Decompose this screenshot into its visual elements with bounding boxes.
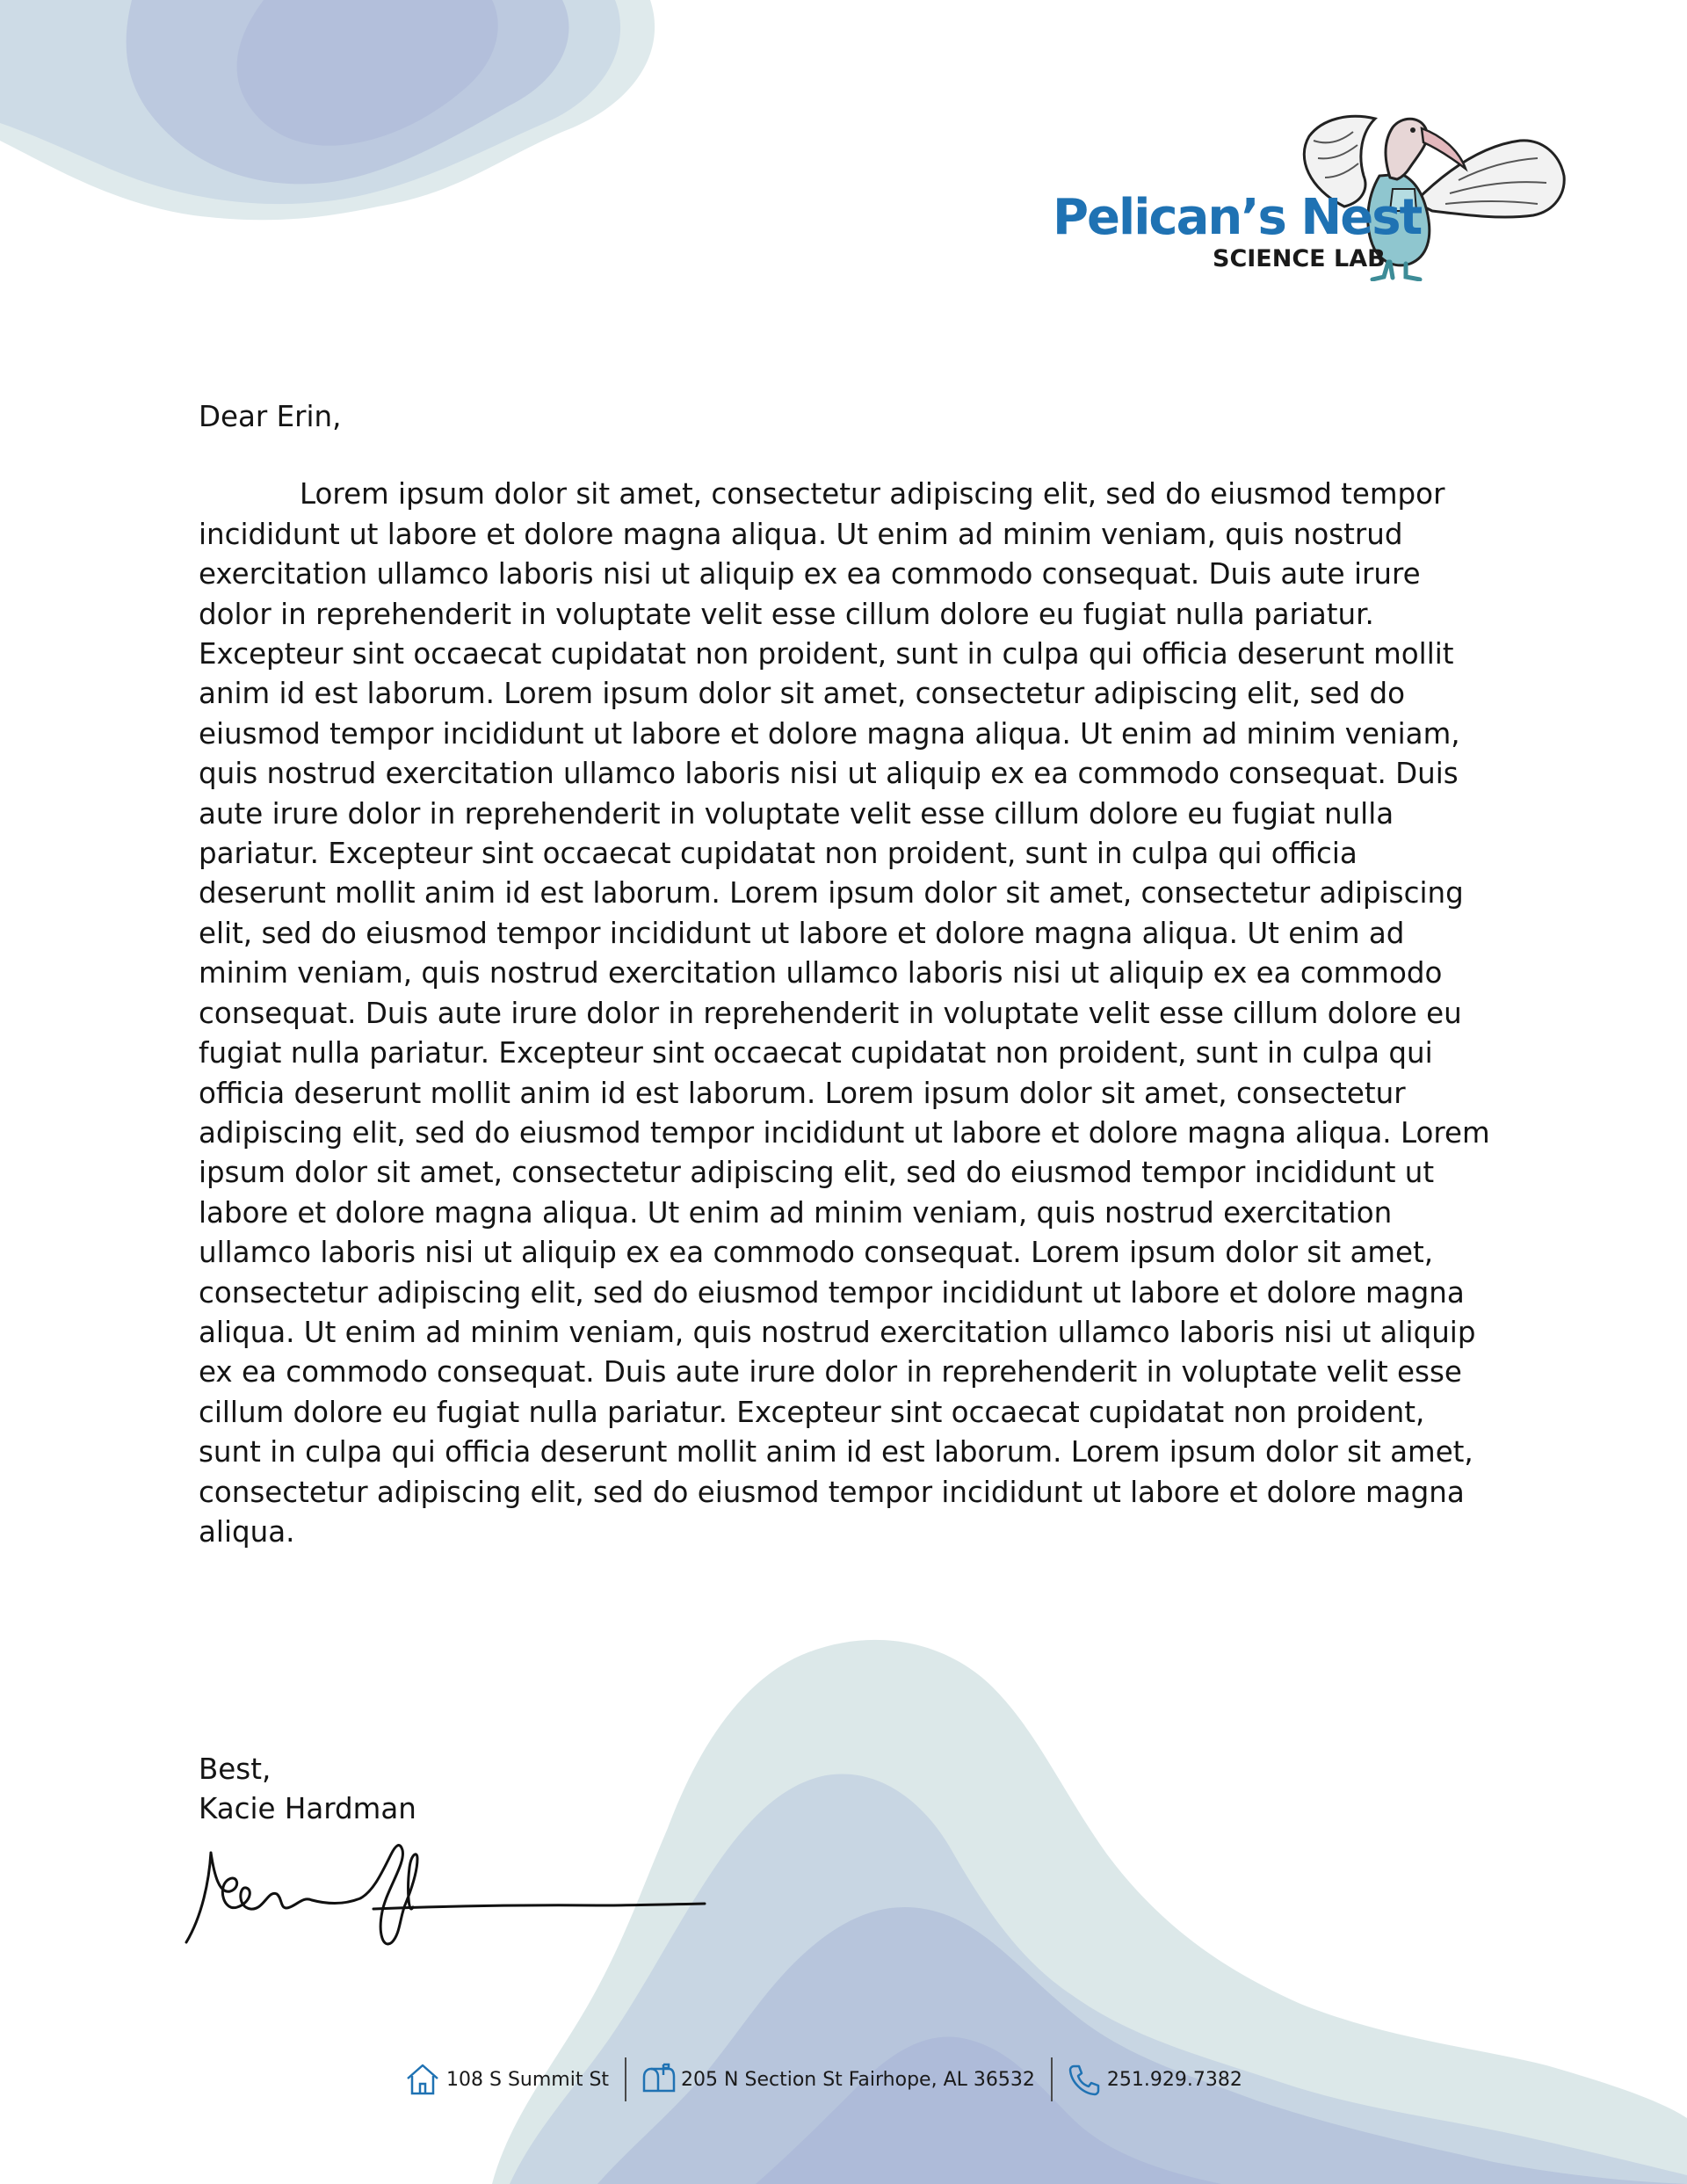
letter-closing: Best, [199, 1752, 272, 1786]
phone-icon [1065, 2061, 1102, 2098]
letter-body: Lorem ipsum dolor sit amet, consectetur adipiscing elit, sed do eiusmod tempor incididunt ut labore et dolore magna aliqua. Ut enim ad minim veniam, quis nostrud exercitation ullamco laboris nisi ut aliquip ex ea commodo consequat. Duis aute irure dolor in reprehenderit in voluptate velit esse cillum dolore eu fugiat nulla pariatur. Excepteur sint occaecat cupidatat non proident, sunt in culpa qui officia deserunt mollit anim id est laborum. Lorem ipsum dolor sit amet, consectetur adipiscing elit, sed do eiusmod tempor incididunt ut labore et dolore magna aliqua. Ut enim ad minim veniam, quis nostrud exercitation ullamco laboris nisi ut aliquip ex ea commodo consequat. Duis aute irure dolor in reprehenderit in voluptate velit esse cillum dolore eu fugiat nulla pariatur. Excepteur sint occaecat cupidatat non proident, sunt in culpa qui officia deserunt mollit anim id est laborum. Lorem ipsum dolor sit amet, consectetur adipiscing elit, sed do eiusmod tempor incididunt ut labore et dolore magna aliqua. Ut enim ad minim veniam, quis nostrud exercitation ullamco laboris nisi ut aliquip ex ea commodo consequat. Duis aute irure dolor in reprehenderit in voluptate velit esse cillum dolore eu fugiat nulla pariatur. Excepteur sint occaecat cupidatat non proident, sunt in culpa qui officia deserunt mollit anim id est laborum. Lorem ipsum dolor sit amet, consectetur adipiscing elit, sed do eiusmod tempor incididunt ut labore et dolore magna aliqua. Lorem ipsum dolor sit amet, consectetur adipiscing elit, sed do eiusmod tempor incididunt ut labore et dolore magna aliqua. Ut enim ad minim veniam, quis nostrud exercitation ullamco laboris nisi ut aliquip ex ea commodo consequat. Lorem ipsum dolor sit amet, consectetur adipiscing elit, sed do eiusmod tempor incididunt ut labore et dolore magna aliqua. Ut enim ad minim veniam, quis nostrud exercitation ullamco laboris nisi ut aliquip ex ea commodo consequat. Duis aute irure dolor in reprehenderit in voluptate velit esse cillum dolore eu fugiat nulla pariatur. Excepteur sint occaecat cupidatat non proident, sunt in culpa qui officia deserunt mollit anim id est laborum. Lorem ipsum dolor sit amet, consectetur adipiscing elit, sed do eiusmod tempor incididunt ut labore et dolore magna aliqua. [199, 477, 1490, 1549]
footer-mailing [639, 2061, 1035, 2098]
footer-street [404, 2061, 609, 2098]
letter-salutation: Dear Erin, [199, 400, 342, 433]
handwritten-signature [176, 1828, 720, 1960]
brand-name: Pelican’s Nest [1053, 189, 1422, 246]
phone-number: 251.929.7382 [1106, 2068, 1242, 2091]
signer-name: Kacie Hardman [199, 1792, 416, 1825]
house-icon [404, 2061, 441, 2098]
letter-content [199, 397, 1490, 1552]
footer-contact [404, 2053, 1242, 2106]
brand-subtitle: SCIENCE LAB [1213, 245, 1386, 272]
background-wave-top [0, 0, 668, 237]
mailbox-icon [639, 2061, 676, 2098]
footer-divider [625, 2057, 626, 2101]
footer-divider [1051, 2057, 1053, 2101]
brand-logo [1046, 105, 1573, 281]
footer-phone [1065, 2061, 1242, 2098]
letter-closing-block [199, 1750, 416, 1829]
mailing-address: 205 N Section St Fairhope, AL 36532 [681, 2068, 1035, 2091]
street-address: 108 S Summit St [446, 2068, 610, 2091]
